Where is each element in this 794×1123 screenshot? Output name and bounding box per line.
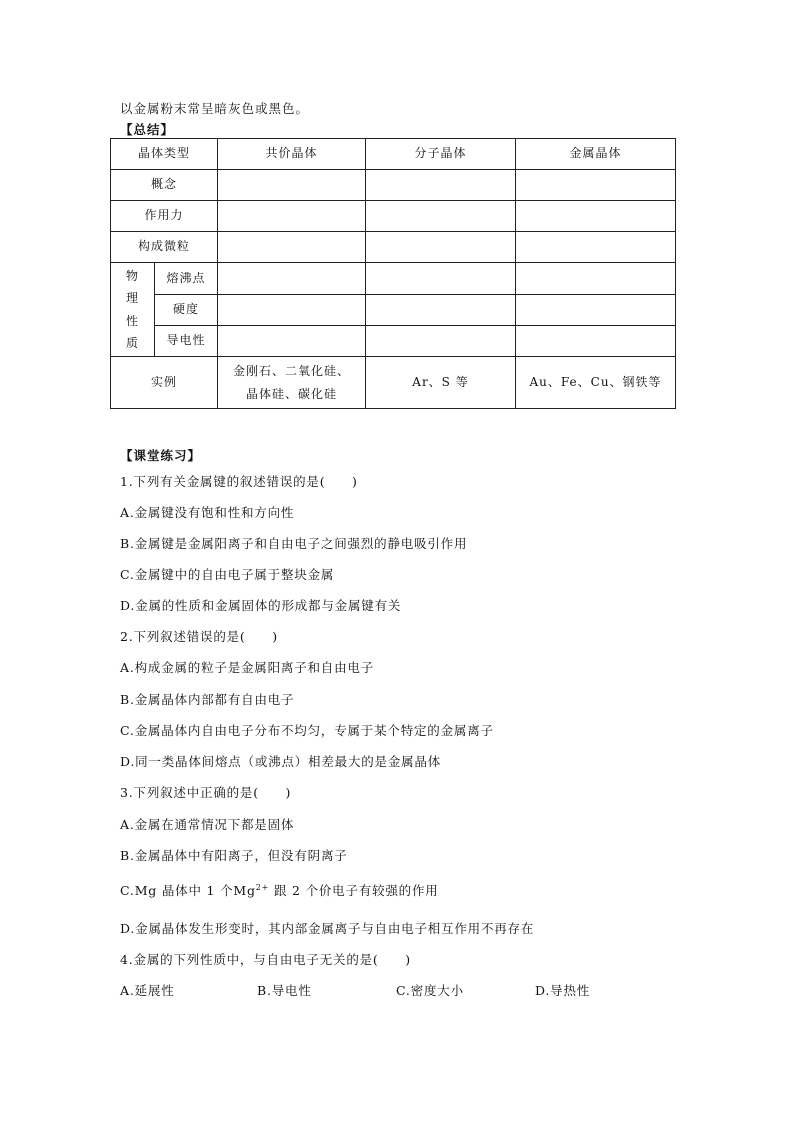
charge-superscript: 2+ [255, 882, 270, 892]
empty-cell [218, 326, 366, 357]
header-molecular: 分子晶体 [366, 139, 516, 170]
empty-cell [218, 170, 366, 201]
option-c-text-end: 跟 2 个价电子有较强的作用 [273, 883, 439, 898]
summary-table [110, 138, 676, 409]
question-1-option-a: A.金属键没有饱和性和方向性 [120, 505, 295, 520]
molecular-examples: Ar、S 等 [366, 357, 516, 409]
empty-cell [218, 295, 366, 326]
row-label-melting: 熔沸点 [155, 263, 218, 295]
question-1-option-c: C.金属键中的自由电子属于整块金属 [120, 567, 335, 582]
question-2-stem: 2.下列叙述错误的是( ) [120, 629, 278, 644]
question-2-option-d: D.同一类晶体间熔点（或沸点）相差最大的是金属晶体 [120, 754, 442, 769]
row-label-particles: 构成微粒 [111, 232, 218, 263]
empty-cell [516, 263, 676, 295]
question-4-stem: 4.金属的下列性质中，与自由电子无关的是( ) [120, 952, 411, 967]
empty-cell [366, 170, 516, 201]
practice-heading: 【课堂练习】 [120, 448, 202, 463]
empty-cell [218, 201, 366, 232]
empty-cell [366, 263, 516, 295]
header-metallic: 金属晶体 [516, 139, 676, 170]
header-crystal-type: 晶体类型 [111, 139, 218, 170]
question-3-option-b: B.金属晶体中有阳离子，但没有阴离子 [120, 848, 348, 863]
table-row [111, 201, 676, 232]
question-3-stem: 3.下列叙述中正确的是( ) [120, 785, 292, 800]
covalent-examples-line: 晶体硅、碳化硅 [246, 386, 338, 401]
empty-cell [366, 295, 516, 326]
table-row [111, 295, 676, 326]
question-4-options [120, 981, 640, 999]
intro-text: 以金属粉末常呈暗灰色或黑色。 [120, 101, 310, 116]
empty-cell [516, 295, 676, 326]
question-3-option-c [120, 881, 439, 899]
table-header-row [111, 139, 676, 170]
empty-cell [366, 201, 516, 232]
question-2-option-a: A.构成金属的粒子是金属阳离子和自由电子 [120, 660, 375, 675]
empty-cell [516, 326, 676, 357]
row-label-force: 作用力 [111, 201, 218, 232]
physical-char: 理 [125, 291, 139, 306]
question-2-option-c: C.金属晶体内自由电子分布不均匀，专属于某个特定的金属离子 [120, 723, 494, 738]
table-row [111, 232, 676, 263]
physical-char: 物 [125, 269, 139, 284]
empty-cell [218, 263, 366, 295]
question-2-option-b: B.金属晶体内部都有自由电子 [120, 692, 295, 707]
question-1-option-d: D.金属的性质和金属固体的形成都与金属键有关 [120, 598, 402, 613]
table-row [111, 170, 676, 201]
empty-cell [516, 232, 676, 263]
table-row [111, 263, 676, 295]
question-4-option-c: C.密度大小 [396, 983, 464, 998]
covalent-examples-line: 金刚石、二氧化硅、 [233, 363, 351, 378]
empty-cell [366, 232, 516, 263]
table-row [111, 357, 676, 409]
empty-cell [218, 232, 366, 263]
metal-examples: Au、Fe、Cu、钢铁等 [516, 357, 676, 409]
question-4-option-a: A.延展性 [120, 983, 175, 998]
table-row [111, 326, 676, 357]
question-3-option-d: D.金属晶体发生形变时，其内部金属离子与自由电子相互作用不再存在 [120, 921, 535, 936]
question-1-option-b: B.金属键是金属阳离子和自由电子之间强烈的静电吸引作用 [120, 536, 468, 551]
empty-cell [516, 201, 676, 232]
row-label-conductivity: 导电性 [155, 326, 218, 357]
option-c-text: C.Mg 晶体中 1 个Mg [120, 883, 256, 898]
physical-char: 性 [125, 313, 139, 328]
physical-char: 质 [125, 335, 139, 350]
question-3-option-a: A.金属在通常情况下都是固体 [120, 817, 295, 832]
row-label-physical-properties [111, 263, 155, 357]
covalent-examples [218, 357, 366, 409]
row-label-examples: 实例 [111, 357, 218, 409]
empty-cell [516, 170, 676, 201]
question-4-option-b: B.导电性 [257, 983, 312, 998]
summary-heading: 【总结】 [120, 122, 175, 137]
question-1-stem: 1.下列有关金属键的叙述错误的是( ) [120, 474, 358, 489]
row-label-concept: 概念 [111, 170, 218, 201]
header-covalent: 共价晶体 [218, 139, 366, 170]
question-4-option-d: D.导热性 [535, 983, 591, 998]
empty-cell [366, 326, 516, 357]
row-label-hardness: 硬度 [155, 295, 218, 326]
